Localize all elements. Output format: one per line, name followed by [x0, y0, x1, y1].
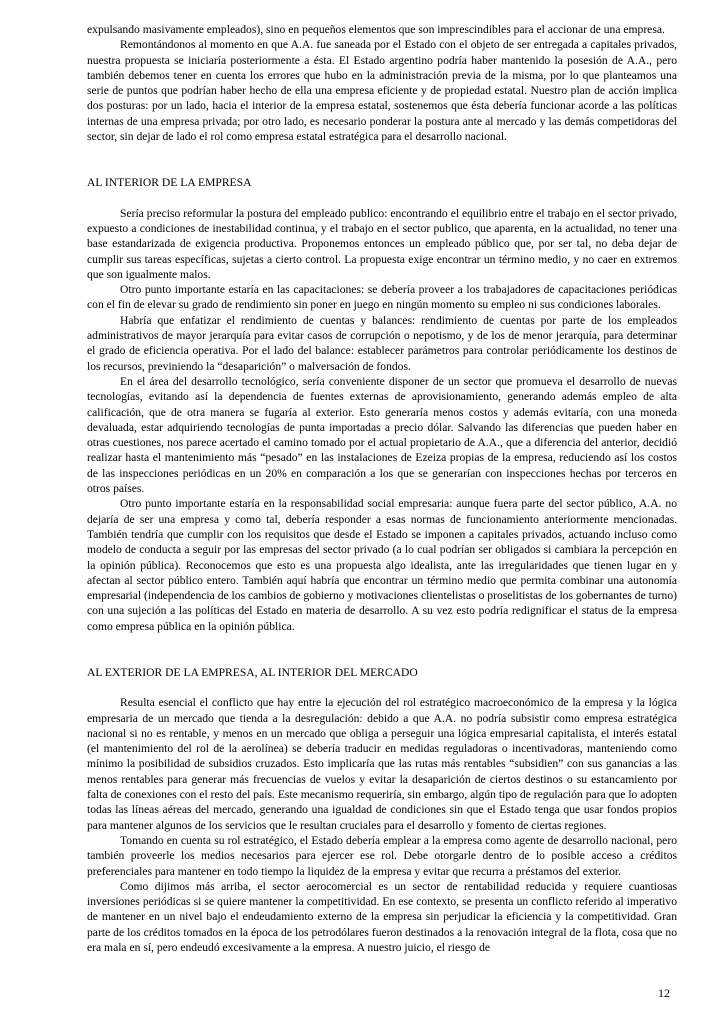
- paragraph: Remontándonos al momento en que A.A. fue saneada por el Estado con el objeto de ser entregada a capitales privados, nuestra propuesta se iniciaría posteriormente a ésta. El Estado argentino podría haber mantenido la posesión de A.A., pero también debemos tener en cuenta los errores que hubo en la administración previa de la misma, por lo que planteamos una serie de puntos que podrían haber hecho de ella una empresa eficiente y de propiedad estatal. Nuestro plan de acción implica dos posturas: por un lado, hacia el interior de la empresa estatal, sostenemos que ésta debería funcionar acorde a las políticas internas de una empresa privada; por otro lado, es necesario ponderar la postura ante al mercado y las demás competidoras del sector, sin dejar de lado el rol como empresa estatal estratégica para el desarrollo nacional.: [87, 38, 677, 144]
- paragraph: En el área del desarrollo tecnológico, sería conveniente disponer de un sector que promueva el desarrollo de nuevas tecnologías, evitando así la dependencia de fuentes externas de aprovisionamiento, generando además empleo de alta calificación, que de otra manera se fugaría al exterior. Esto generaría menos costos y además evitaría, con una moneda devaluada, estar adquiriendo tecnologías de punta importadas a precio dólar. Salvando las diferencias que pueden haber en otras cuestiones, nos parece acertado el camino tomado por el actual propietario de A.A., que a diferencia del anterior, decidió realizar hasta el mantenimiento más “pesado” en las instalaciones de Ezeiza propias de la empresa, reduciendo así los costos de las inspecciones periódicas en un 20% en comparación a los que se generarían con inspecciones hechas por terceros en otros países.: [87, 374, 677, 496]
- heading-spacer: [87, 191, 677, 206]
- paragraph: Resulta esencial el conflicto que hay entre la ejecución del rol estratégico macroeconómico de la empresa y la lógica empresaria de un mercado que tienda a la desregulación: debido a que A.A. no podría subsistir como empresa estratégica nacional si no es rentable, y menos en un mercado que obliga a perseguir una lógica empresarial capitalista, el interés estatal (el mantenimiento del rol de la aerolínea) se debería traducir en medidas reguladoras o incentivadoras, manteniendo como mínimo la posibilidad de subsidios cruzados. Esto implicaría que las rutas más rentables “subsidien” con sus ganancias a las menos rentables para generar más frecuencias de vuelos y evitar la desaparición de ciertos destinos o su estancamiento por falta de conexiones con el resto del país. Este mecanismo requeriría, sin embargo, algún tipo de regulación para que lo adopten todas las líneas aéreas del mercado, generando una igualdad de condiciones sin que el Estado tenga que usar fondos propios para mantener algunos de los servicios que le resultan cruciales para el desarrollo y fomento de ciertas regiones.: [87, 696, 677, 832]
- paragraph: Otro punto importante estaría en la responsabilidad social empresaria: aunque fuera parte del sector público, A.A. no dejaría de ser una empresa y como tal, debería responder a esas normas de funcionamiento anteriormente mencionadas. También tendría que cumplir con los requisitos que desde el Estado se imponen a capitales privados, actuando incluso como modelo de conducta a seguir por las empresas del sector privado (a lo cual podrían ser obligados si cambiara la percepción en la opinión pública). Reconocemos que esto es una propuesta algo idealista, ante las irregularidades que tienen lugar en y afectan al sector público entero. También aquí habría que encontrar un término medio que permita combinar una autonomía empresarial (independencia de los cambios de gobierno y motivaciones clientelistas o proselitistas de los gobernantes de turno) con una sujeción a las políticas del Estado en materia de desarrollo. A su vez esto podría redignificar el status de la empresa como empresa pública en la opinión pública.: [87, 497, 677, 633]
- paragraph: Sería preciso reformular la postura del empleado publico: encontrando el equilibrio entre el trabajo en el sector privado, expuesto a condiciones de inestabilidad continua, y el trabajo en el sector publico, que aparenta, en la actualidad, no tener una base estandarizada de exigencia productiva. Proponemos entonces un empleado público que, por ser tal, no deba dejar de cumplir sus tareas específicas, sujetas a cierto control. La propuesta exige encontrar un término medio, y no caer en extremos que son igualmente malos.: [87, 206, 677, 281]
- document-page: [87, 22, 677, 955]
- paragraph: Tomando en cuenta su rol estratégico, el Estado debería emplear a la empresa como agente de desarrollo nacional, pero también proveerle los medios necesarios para ejercer ese rol. Debe otorgarle dentro de lo posible acceso a créditos preferenciales para mantener en todo tiempo la liquidez de la empresa y evitar que recurra a préstamos del exterior.: [87, 833, 677, 878]
- section-spacer: [87, 634, 677, 665]
- heading-spacer: [87, 680, 677, 695]
- paragraph: Otro punto importante estaría en las capacitaciones: se debería proveer a los trabajadores de capacitaciones periódicas con el fin de elevar su grado de rendimiento sin poner en juego en ningún momento su empleo ni sus condiciones laborales.: [87, 283, 677, 312]
- section-heading: AL INTERIOR DE LA EMPRESA: [87, 176, 252, 190]
- paragraph: Habría que enfatizar el rendimiento de cuentas y balances: rendimiento de cuentas por parte de los empleados administrativos de mayor jerarquía para evitar casos de corrupción o nepotismo, y de los de menor jerarquía, para determinar el grado de eficiencia operativa. Por el lado del balance: establecer parámetros para controlar periódicamente los destinos de los recursos, previniendo la “desaparición” o malversación de fondos.: [87, 313, 677, 373]
- paragraph: expulsando masivamente empleados), sino en pequeños elementos que son imprescindibles para el accionar de una empresa.: [87, 23, 665, 36]
- section-heading: AL EXTERIOR DE LA EMPRESA, AL INTERIOR DEL MERCADO: [87, 665, 418, 679]
- paragraph: Como dijimos más arriba, el sector aerocomercial es un sector de rentabilidad reducida y requiere cuantiosas inversiones periódicas si se quiere mantener la competitividad. En ese contexto, se presenta un conflicto referido al imperativo de mantener en un nivel bajo el endeudamiento externo de la empresa sin perjudicar la eficiencia y la competitividad. Gran parte de los créditos tomados en la época de los petrodólares fueron destinados a la renovación integral de la flota, cosa que no era mala en sí, pero endeudó excesivamente a la empresa. A nuestro juicio, el riesgo de: [87, 879, 677, 955]
- section-spacer: [87, 144, 677, 175]
- page-number: 12: [658, 986, 670, 1000]
